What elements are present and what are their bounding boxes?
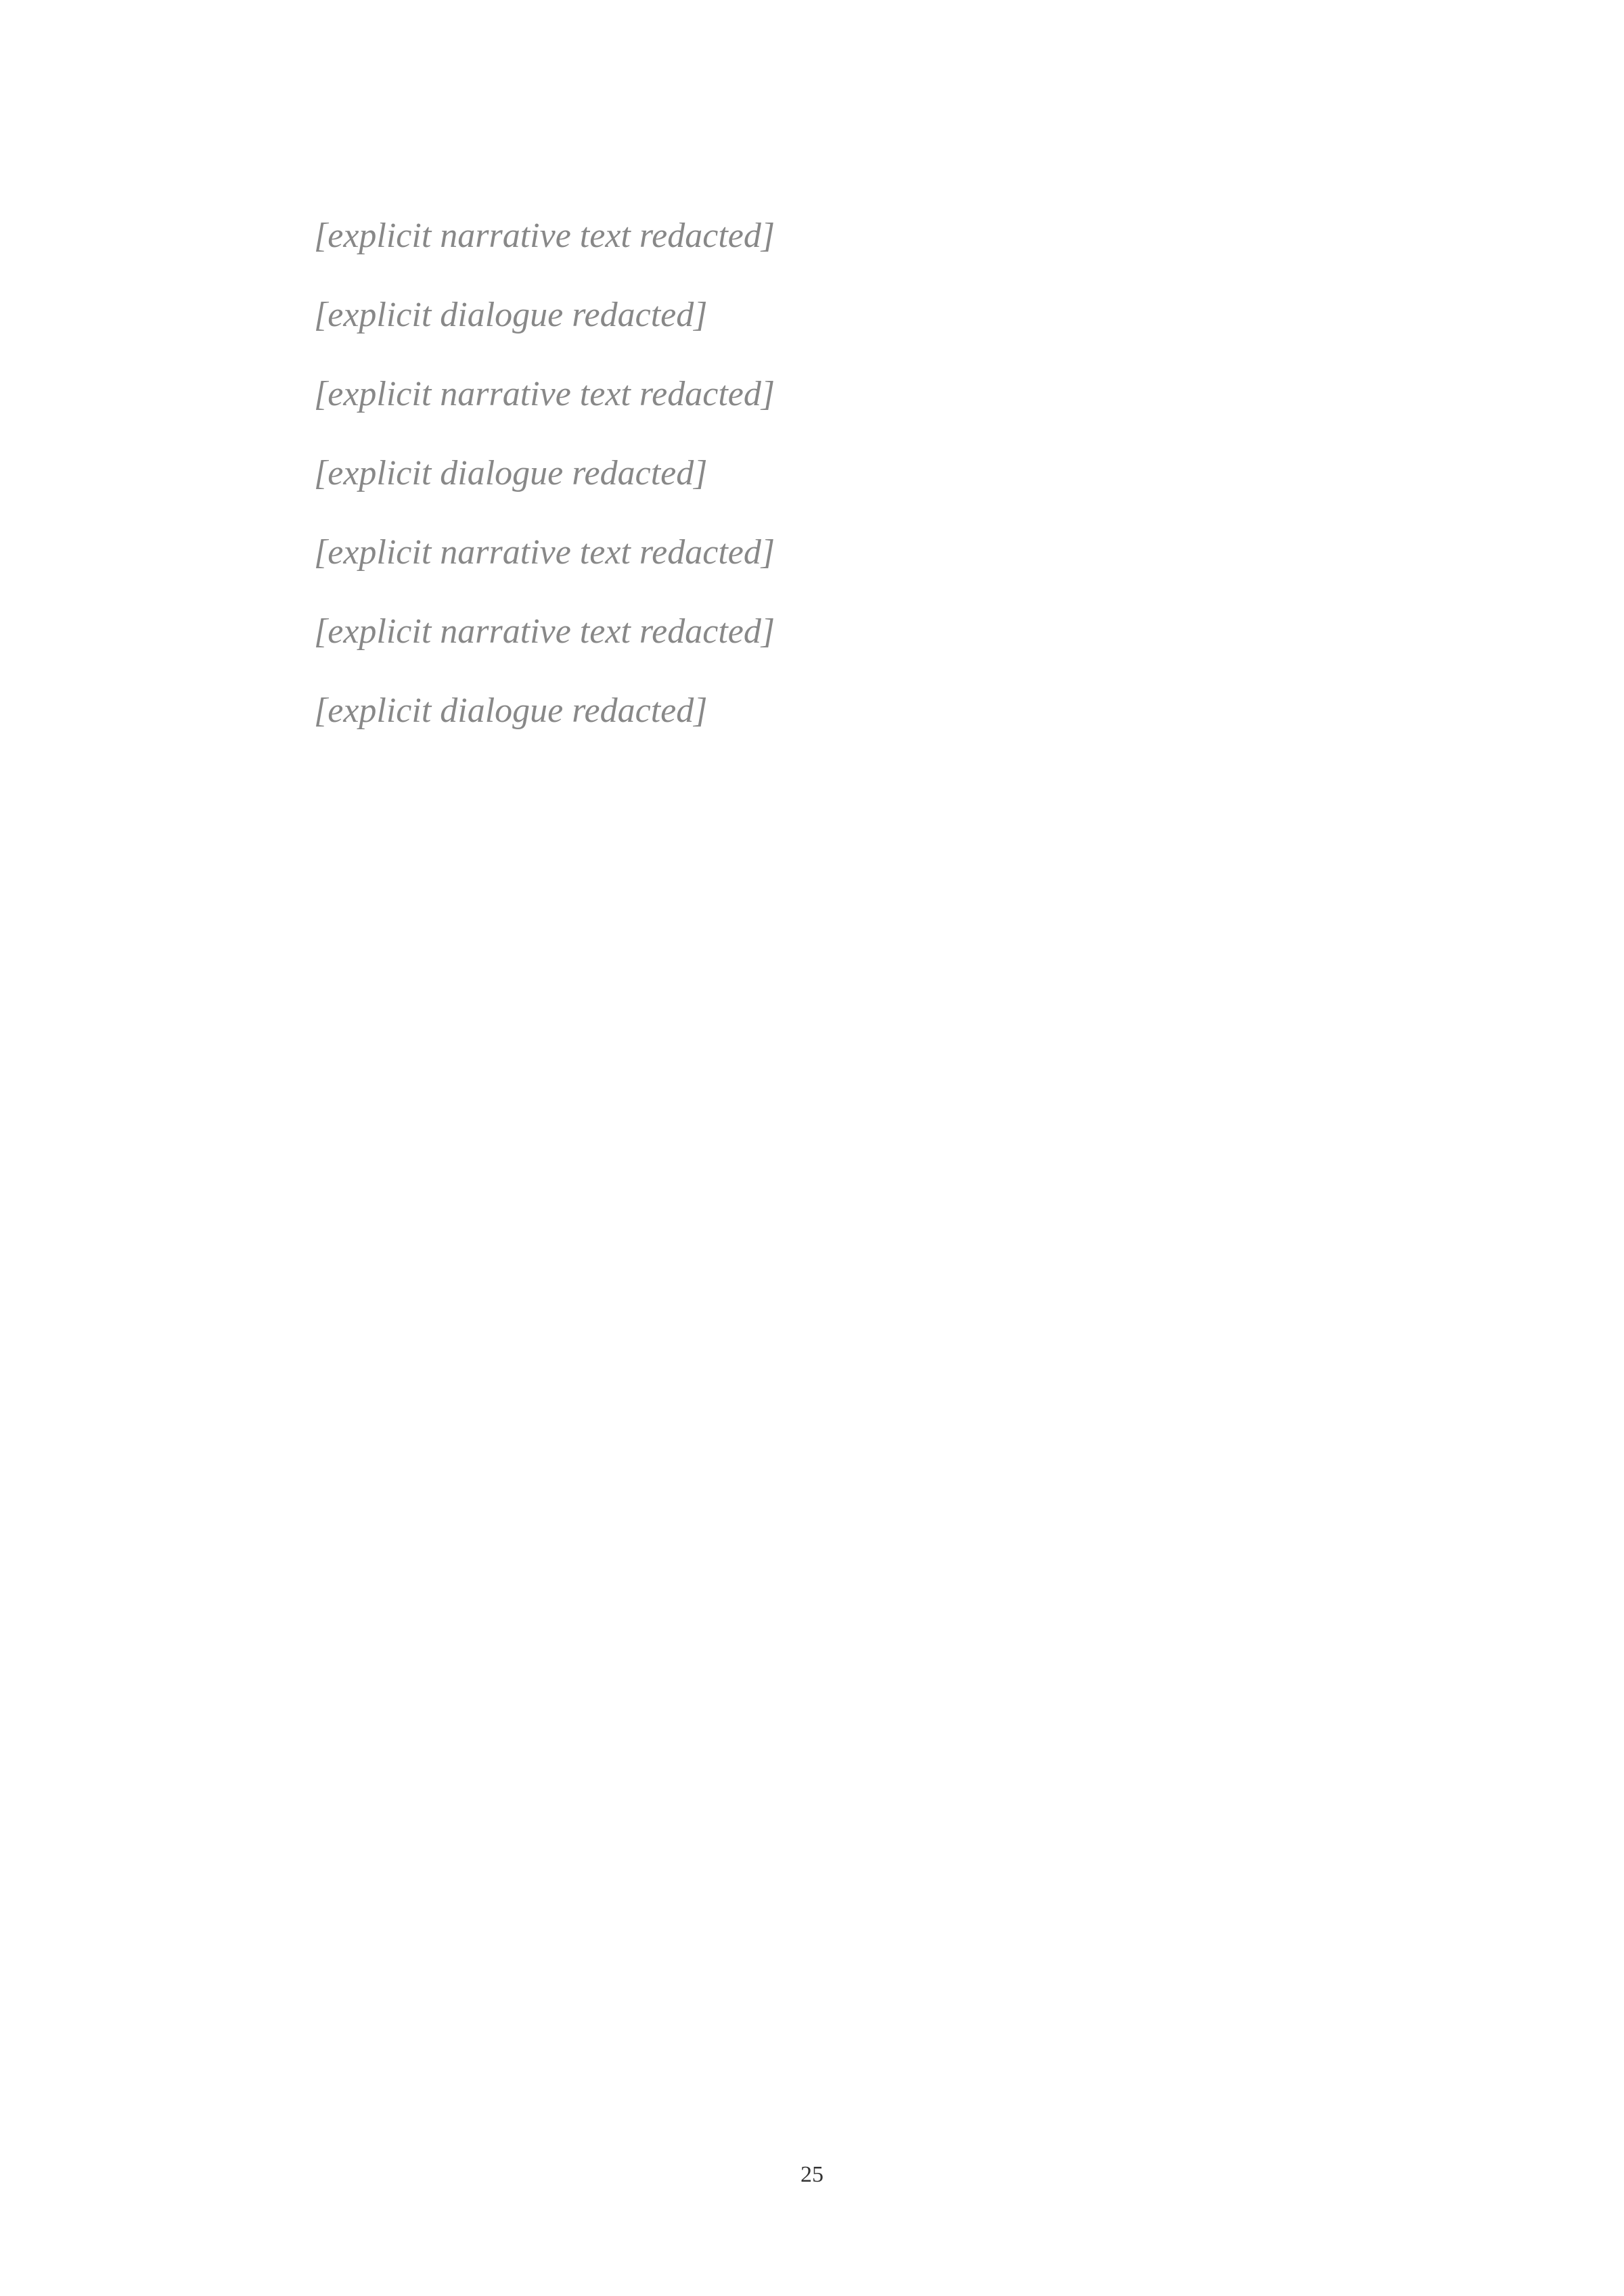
text-body (244, 196, 1380, 750)
narrative-paragraph: [explicit narrative text redacted] (314, 533, 775, 572)
narrative-paragraph: [explicit narrative text redacted] (314, 612, 775, 651)
page-number: 25 (800, 2162, 824, 2187)
narrative-paragraph: [explicit narrative text redacted] (314, 216, 775, 255)
dialogue-paragraph: [explicit dialogue redacted] (314, 454, 708, 492)
dialogue-paragraph: [explicit dialogue redacted] (314, 296, 708, 334)
narrative-paragraph: [explicit narrative text redacted] (314, 375, 775, 413)
dialogue-paragraph: [explicit dialogue redacted] (314, 691, 708, 730)
